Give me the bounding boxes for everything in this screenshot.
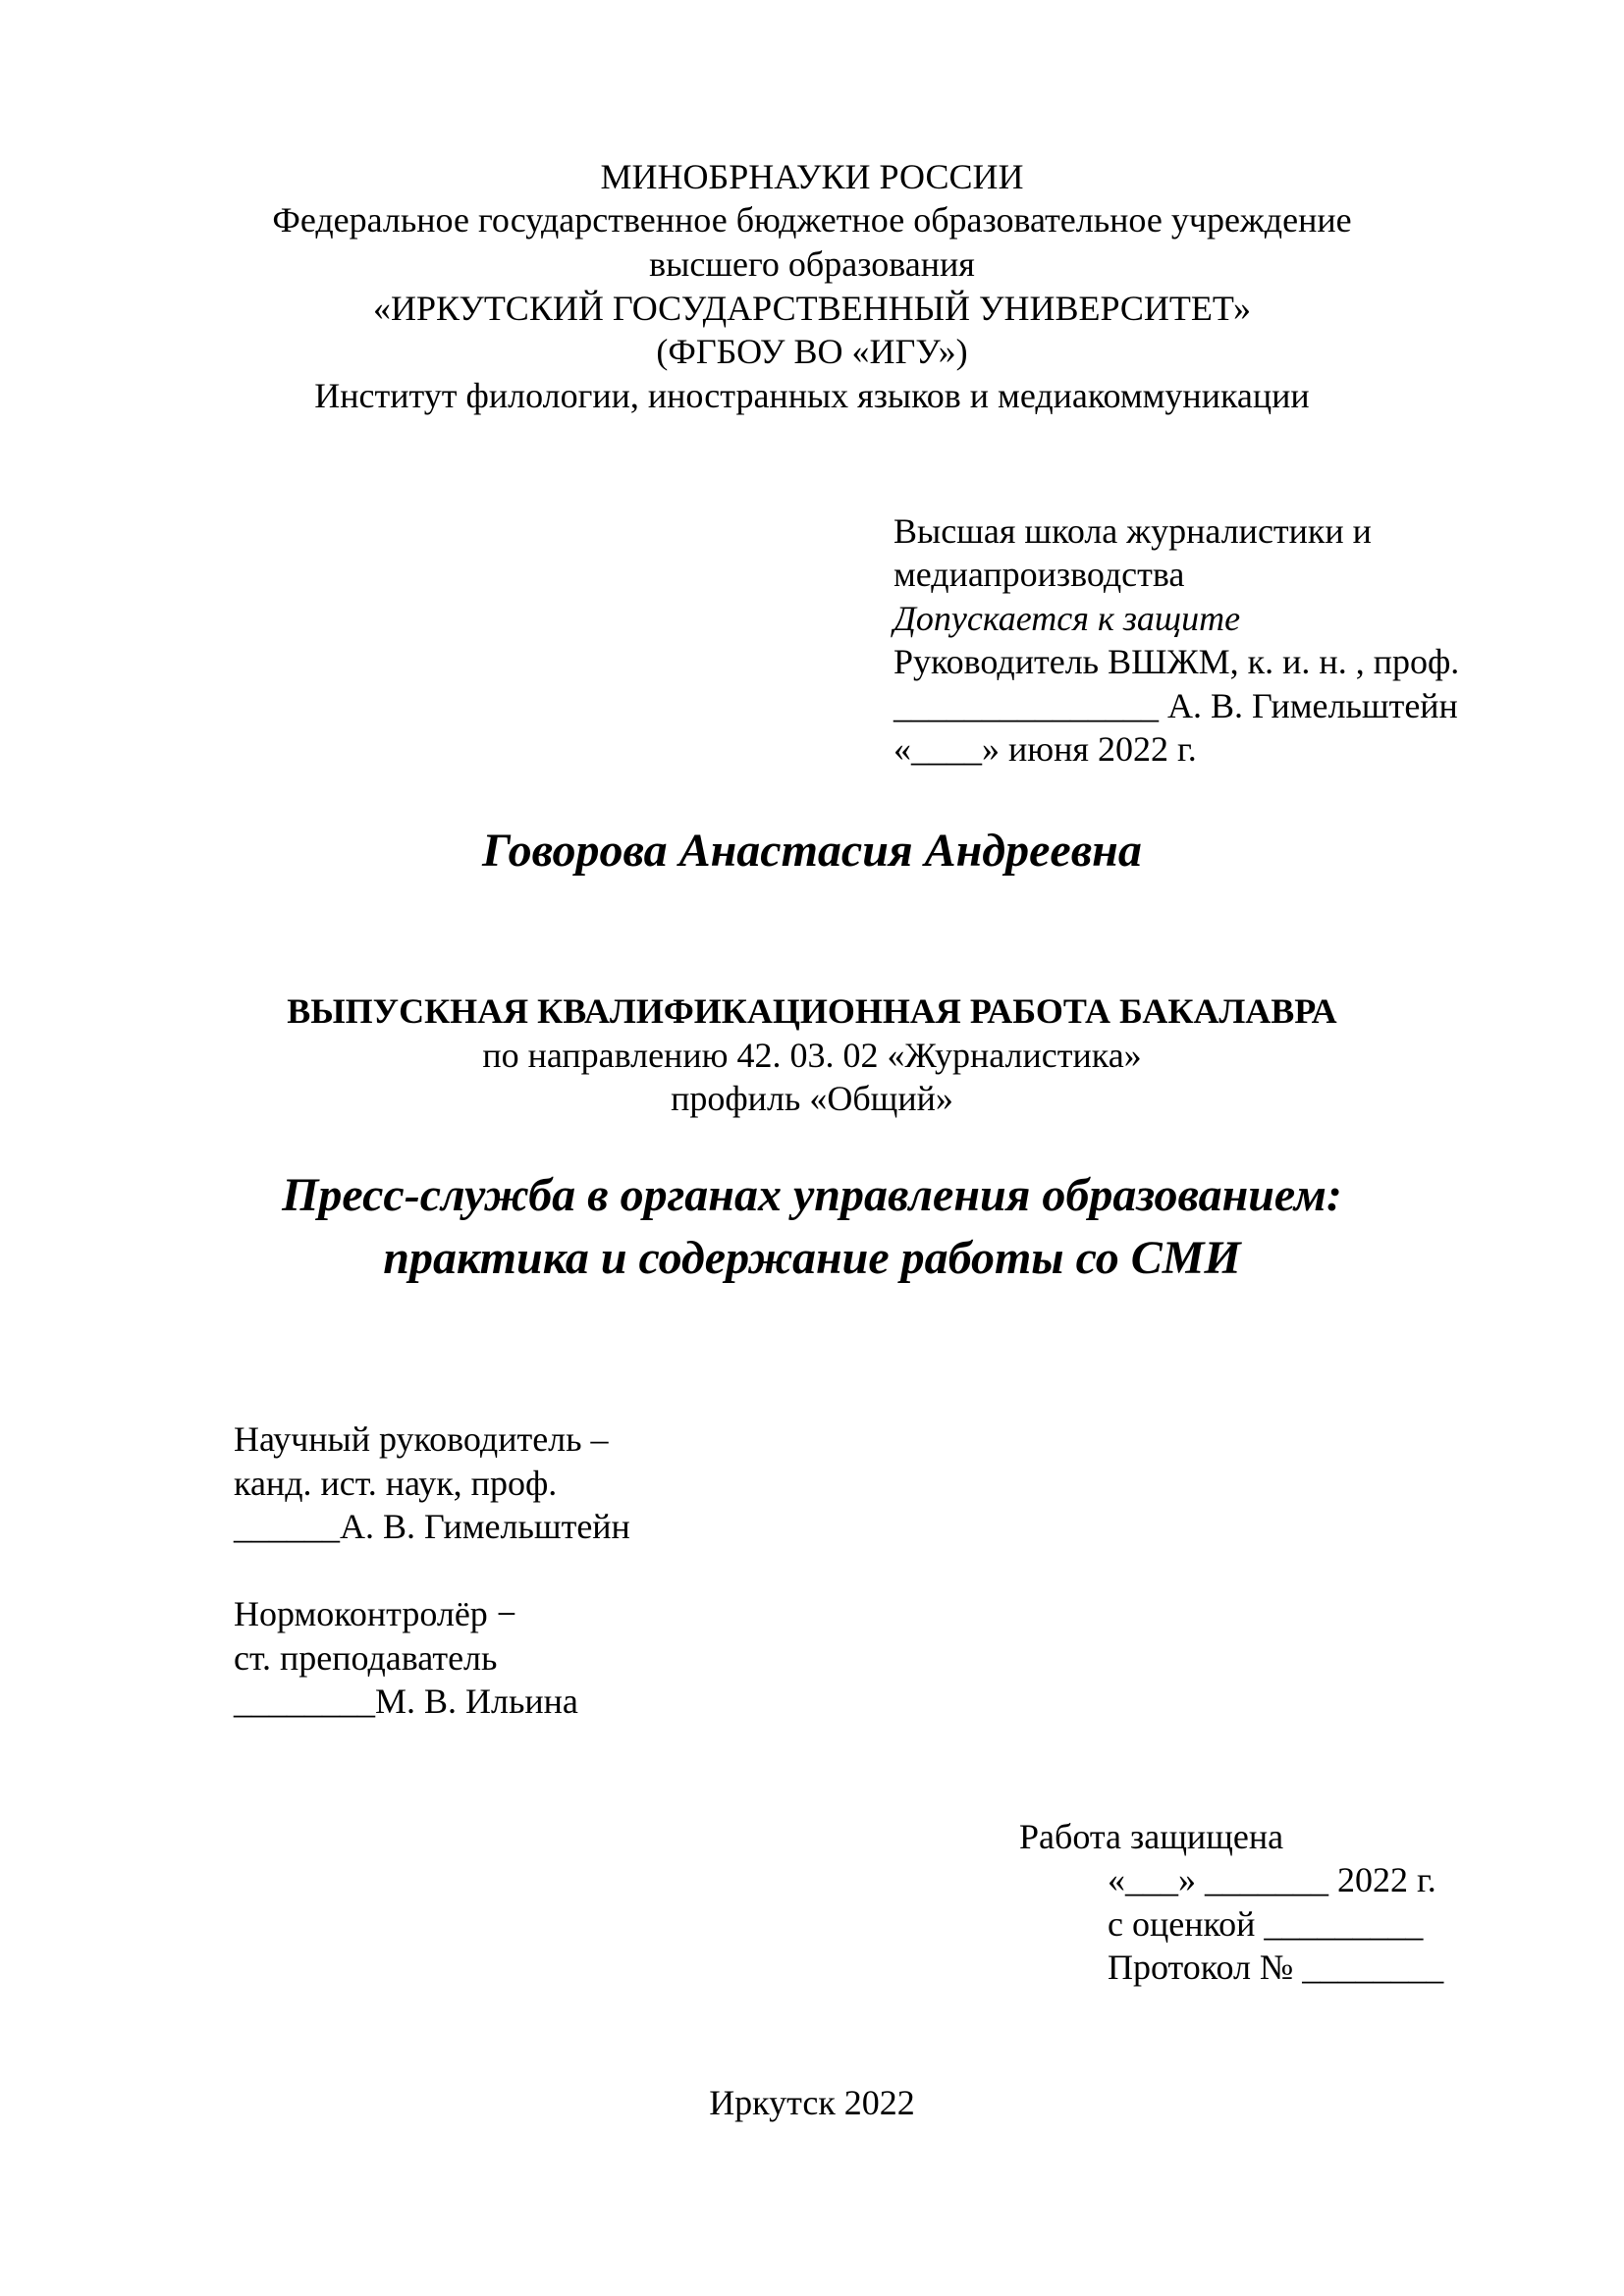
author-name: Говорова Анастасия Андреевна [482,825,1142,877]
supervisor-degree: канд. ист. наук, проф. [234,1464,558,1503]
study-direction: по направлению 42. 03. 02 «Журналистика» [482,1036,1142,1075]
defense-grade: с оценкой _________ [1108,1904,1424,1944]
approval-date: «____» июня 2022 г. [893,729,1197,769]
supervisor-signature: ______А. В. Гимельштейн [234,1507,630,1546]
normcontroller-signature: ________М. В. Ильина [234,1682,578,1721]
normcontroller-role: Нормоконтролёр − [234,1594,517,1633]
ministry-name: МИНОБРНАУКИ РОССИИ [600,157,1024,196]
school-name-line2: медиапроизводства [893,555,1185,594]
thesis-title-line2: практика и содержание работы со СМИ [383,1232,1241,1284]
university-abbreviation: (ФГБОУ ВО «ИГУ») [656,332,968,371]
defense-protocol: Протокол № ________ [1108,1948,1444,1987]
institute-name: Институт филологии, иностранных языков и медиакоммуникации [314,376,1310,415]
school-name-line1: Высшая школа журналистики и [893,511,1372,551]
school-head-title: Руководитель ВШЖМ, к. и. н. , проф. [893,642,1460,681]
defense-date: «___» _______ 2022 г. [1108,1860,1436,1899]
university-name: «ИРКУТСКИЙ ГОСУДАРСТВЕННЫЙ УНИВЕРСИТЕТ» [373,289,1251,328]
normcontroller-position: ст. преподаватель [234,1638,498,1678]
education-level: высшего образования [649,244,975,284]
defense-status: Работа защищена [1019,1817,1284,1856]
institution-type: Федеральное государственное бюджетное образовательное учреждение [272,200,1352,240]
study-profile: профиль «Общий» [671,1079,953,1118]
city-year: Иркутск 2022 [709,2083,915,2122]
work-type: ВЫПУСКНАЯ КВАЛИФИКАЦИОННАЯ РАБОТА БАКАЛАВРА [287,991,1337,1031]
thesis-title-line1: Пресс-служба в органах управления образованием: [282,1169,1342,1221]
admitted-to-defense: Допускается к защите [893,599,1241,638]
supervisor-role: Научный руководитель – [234,1419,609,1459]
school-head-signature: _______________ А. В. Гимельштейн [893,686,1458,725]
